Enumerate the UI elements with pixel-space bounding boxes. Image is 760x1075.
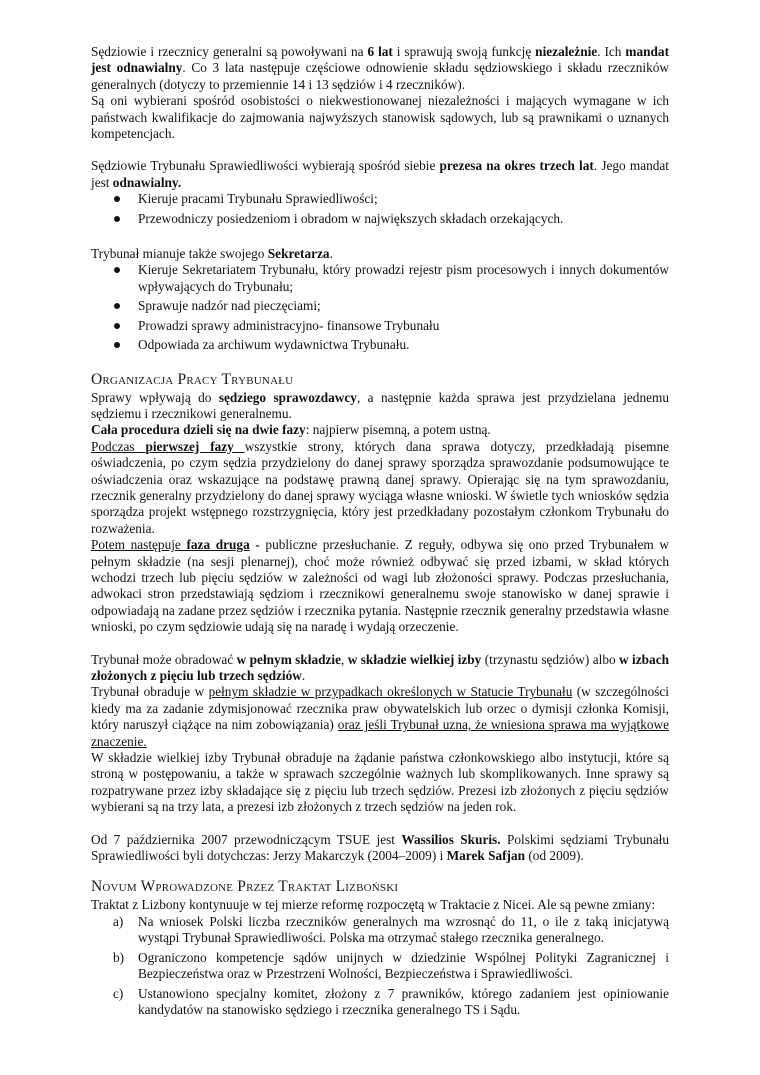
list-item: a) Na wniosek Polski liczba rzeczników generalnych ma wzrosnąć do 11, o ile z taką inicjatywą wystąpi Trybunał Sprawiedliwości. Polska ma otrzymać stałego rzecznika generalnego. [113, 913, 669, 946]
list-item: Kieruje pracami Trybunału Sprawiedliwości; [91, 191, 669, 207]
list-item: Sprawuje nadzór nad pieczęciami; [91, 298, 669, 314]
paragraph-president: Sędziowie Trybunału Sprawiedliwości wybierają spośród siebie prezesa na okres trzech lat. Jego mandat jest odnawialny. [91, 158, 670, 190]
paragraph-lisbon-intro: Traktat z Lizbony kontynuuje w tej mierze reformę rozpoczętą w Traktacie z Nicei. Ale są pewne zmiany: [91, 897, 656, 913]
paragraph-full-court: Trybunał obraduje w pełnym składzie w przypadkach określonych w Statucie Trybunału (w szczególności kiedy ma za zadanie zdymisjonować rzecznika praw obywatelskich lub orzec o dymisji członka Komisji, który naruszył ciążące na nim zobowiązania) oraz jeśli Trybunał uzna, że wniesiona sprawa ma wyjątkowe znaczenie. [91, 684, 670, 749]
paragraph-presidents-and-judges: Od 7 października 2007 przewodniczącym TSUE jest Wassilios Skuris. Polskimi sędziami Trybunału Sprawiedliwości byli dotychczas: Jerzy Makarczyk (2004–2009) i Marek Safjan (od 2009). [91, 831, 669, 864]
section-heading-lisbon: Novum Wprowadzone Przez Traktat Lizboński [91, 878, 399, 896]
paragraph-compositions: Trybunał może obradować w pełnym składzie, w składzie wielkiej izby (trzynastu sędziów) albo w izbach złożonych z pięciu lub trzech sędziów. [91, 651, 669, 683]
section-heading-organization: Organizacja Pracy Trybunału [91, 370, 294, 388]
list-item: Odpowiada za archiwum wydawnictwa Trybunału. [91, 337, 669, 353]
paragraph-secretary: Trybunał mianuje także swojego Sekretarza. [91, 246, 333, 262]
list-item: c) Ustanowiono specjalny komitet, złożony z 7 prawników, którego zadaniem jest opiniowanie kandydatów na stanowisko sędziego i rzecznika generalnego TS i Sądu. [113, 985, 669, 1017]
paragraph-case-assignment: Sprawy wpływają do sędziego sprawozdawcy, a następnie każda sprawa jest przydzielana jednemu sędziemu i rzecznikowi generalnemu. [91, 389, 669, 421]
paragraph-term-of-office: Sędziowie i rzecznicy generalni są powoływani na 6 lat i sprawują swoją funkcję niezależnie. Ich mandat jest odnawialny. Co 3 lata następuje częściowe odnowienie składu sędziowskiego i składu rzeczników generalnych (dotyczy to przemiennie 14 i 13 sędziów i 4 rzeczników). [91, 44, 669, 92]
list-item: b) Ograniczono kompetencje sądów unijnych w dziedzinie Wspólnej Polityki Zagranicznej i Bezpieczeństwa oraz w Przestrzeni Wolności, Bezpieczeństwa i Sprawiedliwości. [113, 949, 669, 982]
lisbon-changes-list [91, 914, 669, 1018]
list-item: Kieruje Sekretariatem Trybunału, który prowadzi rejestr pism procesowych i innych dokumentów wpływających do Trybunału; [91, 262, 669, 295]
list-item: Prowadzi sprawy administracyjno- finansowe Trybunału [91, 318, 669, 334]
paragraph-first-phase: Podczas pierwszej fazy wszystkie strony, których dana sprawa dotyczy, przedkładają pisemne oświadczenia, po czym sędzia przydzielony do danej sprawy sporządza sprawozdanie podsumowujące te oświadczenia oraz wskazujące na podstawę prawną danej sprawy. Opierając się na tym sprawozdaniu, rzecznik generalny przydzielony do danej sprawy wyciąga własne wnioski. W świetle tych wniosków sędzia sporządza projekt wstępnego rozstrzygnięcia, który jest przedkładany pozostałym członkom Trybunału do rozważenia. [91, 438, 669, 536]
secretary-duties-list [91, 262, 669, 353]
list-item: Przewodniczy posiedzeniom i obradom w największych składach orzekających. [91, 211, 669, 227]
paragraph-grand-chamber: W składzie wielkiej izby Trybunał obraduje na żądanie państwa członkowskiego albo instytucji, które są stroną w postępowaniu, a także w sprawach szczególnie ważnych lub skomplikowanych. Inne sprawy są rozpatrywane przez izby składające się z pięciu lub trzech sędziów. Prezesi izb złożonych z pięciu sędziów wybierani są na trzy lata, a prezesi izb złożonych z trzech sędziów na jeden rok. [91, 750, 669, 815]
paragraph-qualifications: Są oni wybierani spośród osobistości o niekwestionowanej niezależności i mających wymagane w ich państwach kwalifikacje do zajmowania najwyższych stanowisk sądowych, lub są prawnikami o uznanych kompetencjach. [91, 93, 669, 142]
paragraph-two-phases: Cała procedura dzieli się na dwie fazy: najpierw pisemną, a potem ustną. [91, 422, 491, 438]
paragraph-second-phase: Potem następuje faza druga - publiczne przesłuchanie. Z reguły, odbywa się ono przed Trybunałem w pełnym składzie (na sesji plenarnej), choć może również odbywać się przed izbami, w skład których wchodzi trzech lub pięciu sędziów w zależności od wagi lub złożoności sprawy. Podczas przesłuchania, adwokaci stron przedstawiają sędziom i rzecznikowi generalnemu swoje stanowisko w danej sprawie i odpowiadają na zadane przez sędziów i rzecznika pytania. Następnie rzecznik generalny przedstawia własne wnioski, po czym sędziowie udają się na naradę i wydają orzeczenie. [91, 537, 669, 635]
president-duties-list [91, 191, 669, 227]
document-page [91, 44, 669, 1021]
